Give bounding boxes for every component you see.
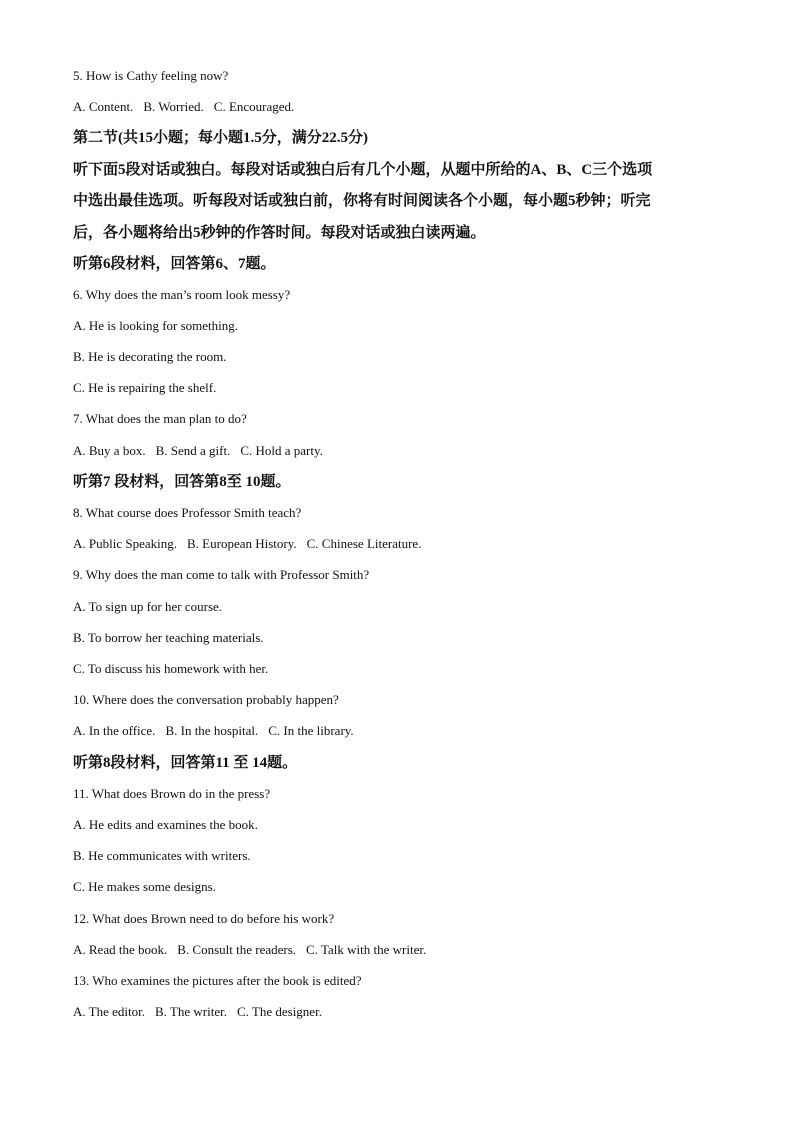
question-13: 13. Who examines the pictures after the book is edited? (73, 973, 362, 988)
section-2-instructions-line-2: 中选出最佳选项。听每段对话或独白前，你将有时间阅读各个小题，每小题5秒钟；听完 (73, 193, 651, 209)
option-c: C. Hold a party. (240, 443, 323, 458)
option-a: A. The editor. (73, 1004, 145, 1019)
option-c: C. In the library. (268, 723, 354, 738)
question-7: 7. What does the man plan to do? (73, 411, 247, 426)
question-12: 12. What does Brown need to do before his work? (73, 911, 335, 926)
option-b: B. Worried. (143, 99, 204, 114)
option-a: A. Buy a box. (73, 443, 146, 458)
question-9-option-b: B. To borrow her teaching materials. (73, 630, 264, 645)
option-b: B. In the hospital. (165, 723, 259, 738)
option-c: C. Encouraged. (213, 99, 295, 114)
question-11-option-b: B. He communicates with writers. (73, 848, 251, 863)
option-c: C. The designer. (236, 1004, 322, 1019)
question-5: 5. How is Cathy feeling now? (73, 68, 229, 83)
question-8-options (73, 536, 421, 552)
option-a: A. Content. (73, 99, 134, 114)
question-6-option-c: C. He is repairing the shelf. (73, 380, 217, 395)
question-11-option-a: A. He edits and examines the book. (73, 817, 258, 832)
section-2-heading: 第二节(共15小题；每小题1.5分，满分22.5分) (73, 130, 368, 146)
question-6-option-b: B. He is decorating the room. (73, 349, 227, 364)
option-a: A. Read the book. (73, 942, 168, 957)
question-6-option-a: A. He is looking for something. (73, 318, 239, 333)
question-9: 9. Why does the man come to talk with Professor Smith? (73, 567, 370, 582)
question-5-options (73, 99, 294, 115)
question-7-options (73, 443, 323, 459)
question-11-option-c: C. He makes some designs. (73, 879, 216, 894)
option-b: B. Send a gift. (155, 443, 231, 458)
question-10-options (73, 723, 354, 739)
option-b: B. European History. (187, 536, 297, 551)
option-b: B. The writer. (154, 1004, 227, 1019)
question-9-option-a: A. To sign up for her course. (73, 599, 223, 614)
question-8: 8. What course does Professor Smith teach? (73, 505, 302, 520)
material-7-heading: 听第7 段材料，回答第8至 10题。 (73, 474, 291, 490)
option-a: A. In the office. (73, 723, 156, 738)
question-10: 10. Where does the conversation probably happen? (73, 692, 339, 707)
material-6-heading: 听第6段材料，回答第6、7题。 (73, 256, 276, 272)
option-c: C. Talk with the writer. (306, 942, 427, 957)
question-6: 6. Why does the man’s room look messy? (73, 287, 291, 302)
option-c: C. Chinese Literature. (306, 536, 422, 551)
option-b: B. Consult the readers. (177, 942, 297, 957)
option-a: A. Public Speaking. (73, 536, 177, 551)
section-2-instructions-line-3: 后，各小题将给出5秒钟的作答时间。每段对话或独白读两遍。 (73, 225, 486, 241)
question-12-options (73, 942, 426, 958)
question-11: 11. What does Brown do in the press? (73, 786, 271, 801)
question-13-options (73, 1004, 322, 1020)
material-8-heading: 听第8段材料，回答第11 至 14题。 (73, 755, 298, 771)
section-2-instructions-line-1: 听下面5段对话或独白。每段对话或独白后有几个小题，从题中所给的A、B、C三个选项 (73, 162, 653, 178)
question-9-option-c: C. To discuss his homework with her. (73, 661, 269, 676)
